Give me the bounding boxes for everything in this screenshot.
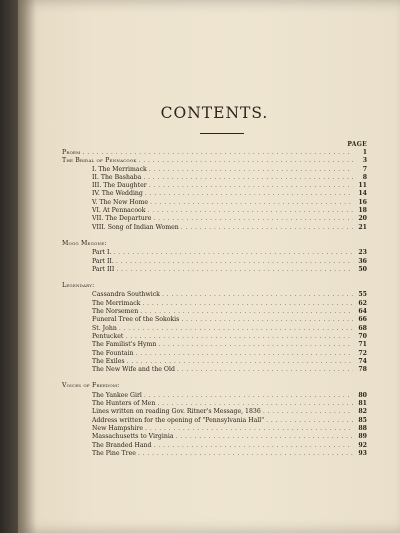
toc-leader-dots xyxy=(116,258,353,266)
page-column-label: PAGE xyxy=(347,141,367,148)
toc-leader-dots xyxy=(181,316,353,324)
toc-entry-page: 66 xyxy=(358,316,367,324)
toc-entry xyxy=(62,300,367,308)
toc-leader-dots xyxy=(139,157,353,165)
toc-entry xyxy=(62,333,367,341)
toc-leader-dots xyxy=(181,224,353,232)
toc-entry xyxy=(62,157,367,165)
toc-entry-page: 18 xyxy=(358,207,367,215)
toc-entry xyxy=(62,149,367,157)
toc-section xyxy=(62,282,367,374)
title-rule xyxy=(200,133,244,134)
toc-entry-title: Pentucket xyxy=(92,332,124,340)
toc-leader-dots xyxy=(158,341,353,349)
toc-entry-title: The Norsemen xyxy=(92,308,139,316)
toc-entry xyxy=(62,182,367,190)
toc-entry xyxy=(62,316,367,324)
toc-entry xyxy=(62,249,367,257)
page-gutter-shadow xyxy=(18,0,36,533)
toc-leader-dots xyxy=(157,400,353,408)
toc-entry-title: V. The New Home xyxy=(92,198,149,206)
toc-entry-title: II. The Bashaba xyxy=(92,173,142,181)
toc-entry-page: 71 xyxy=(358,341,367,349)
toc-entry-page: 93 xyxy=(358,449,367,457)
toc-entry xyxy=(62,215,367,223)
toc-leader-dots xyxy=(82,149,353,157)
toc-section xyxy=(62,240,367,274)
toc-entry xyxy=(62,190,367,198)
toc-entry-title: Voices of Freedom: xyxy=(62,382,120,390)
toc-entry xyxy=(62,224,367,232)
toc-sections xyxy=(62,149,367,466)
toc-entry-title: Funeral Tree of the Sokokis xyxy=(92,316,180,324)
toc-entry-title: The Yankee Girl xyxy=(92,391,142,399)
toc-entry-title: The Fountain xyxy=(92,349,134,357)
toc-entry-title: Massachusetts to Virginia xyxy=(92,433,174,441)
toc-entry-title: Part I. xyxy=(92,249,112,257)
toc-section xyxy=(62,149,367,232)
toc-entry-page: 74 xyxy=(358,357,367,365)
toc-leader-dots xyxy=(154,442,353,450)
toc-entry-page: 78 xyxy=(358,366,367,374)
toc-entry-page: 3 xyxy=(362,157,367,165)
toc-entry-title: III. The Daughter xyxy=(92,182,147,190)
toc-entry-title: The New Wife and the Old xyxy=(92,366,175,374)
toc-entry xyxy=(62,358,367,366)
toc-entry-title: VI. At Pennacook xyxy=(92,207,146,215)
toc-entry-page: 21 xyxy=(358,223,367,231)
toc-entry xyxy=(62,174,367,182)
toc-leader-dots xyxy=(125,333,353,341)
toc-entry xyxy=(62,417,367,425)
toc-entry-page: 1 xyxy=(362,149,367,156)
toc-leader-dots xyxy=(136,350,353,358)
toc-section xyxy=(62,382,367,458)
toc-entry-title: The Bridal of Pennacook xyxy=(62,157,137,165)
toc-leader-dots xyxy=(266,417,353,425)
toc-leader-dots xyxy=(162,291,353,299)
toc-entry-page: 20 xyxy=(358,215,367,223)
toc-entry xyxy=(62,240,367,248)
toc-entry-page: 80 xyxy=(358,391,367,399)
toc-leader-dots xyxy=(149,166,353,174)
toc-entry-title: VII. The Departure xyxy=(92,215,152,223)
toc-entry-page: 70 xyxy=(358,332,367,340)
toc-entry xyxy=(62,341,367,349)
toc-leader-dots xyxy=(144,392,353,400)
toc-entry-page: 72 xyxy=(358,349,367,357)
toc-entry-title: Proem xyxy=(62,149,81,156)
toc-entry-title: The Hunters of Men xyxy=(92,400,156,408)
toc-entry-title: IV. The Wedding xyxy=(92,190,143,198)
toc-entry-title: The Branded Hand xyxy=(92,441,152,449)
toc-entry-page: 68 xyxy=(358,324,367,332)
toc-entry-title: St. John xyxy=(92,324,117,332)
toc-entry xyxy=(62,400,367,408)
toc-entry-page: 85 xyxy=(358,416,367,424)
toc-entry-page: 88 xyxy=(358,424,367,432)
toc-entry-title: Lines written on reading Gov. Ritner's Message, 1836 xyxy=(92,408,261,416)
toc-leader-dots xyxy=(138,450,353,458)
toc-leader-dots xyxy=(113,249,353,257)
toc-entry xyxy=(62,325,367,333)
toc-entry-page: 11 xyxy=(358,182,367,190)
toc-entry xyxy=(62,282,367,290)
toc-entry xyxy=(62,442,367,450)
toc-leader-dots xyxy=(119,325,353,333)
toc-leader-dots xyxy=(150,199,353,207)
toc-entry-page: 50 xyxy=(358,265,367,273)
toc-leader-dots xyxy=(143,174,353,182)
toc-entry-title: Mogg Megone: xyxy=(62,239,107,247)
toc-entry xyxy=(62,266,367,274)
toc-leader-dots xyxy=(145,425,353,433)
toc-entry xyxy=(62,450,367,458)
toc-entry-title: The Pine Tree xyxy=(92,449,136,457)
toc-entry-title: Part III xyxy=(92,265,115,273)
toc-entry-title: The Merrimack xyxy=(92,299,141,307)
toc-entry-page: 81 xyxy=(358,400,367,408)
toc-entry xyxy=(62,291,367,299)
toc-entry-page: 8 xyxy=(362,173,367,181)
toc-entry-title: VIII. Song of Indian Women xyxy=(92,223,179,231)
toc-leader-dots xyxy=(177,366,353,374)
page-title: CONTENTS. xyxy=(160,104,269,122)
toc-entry-title: Part II. xyxy=(92,257,114,265)
toc-leader-dots xyxy=(149,182,353,190)
toc-leader-dots xyxy=(140,308,353,316)
toc-entry-title: Cassandra Southwick xyxy=(92,291,160,299)
toc-leader-dots xyxy=(145,190,353,198)
toc-entry xyxy=(62,408,367,416)
toc-leader-dots xyxy=(263,408,353,416)
toc-entry xyxy=(62,258,367,266)
toc-entry xyxy=(62,207,367,215)
toc-entry-title: The Exiles xyxy=(92,357,125,365)
toc-entry xyxy=(62,425,367,433)
toc-leader-dots xyxy=(153,215,353,223)
toc-entry-page: 64 xyxy=(358,308,367,316)
toc-entry-page: 89 xyxy=(358,433,367,441)
toc-entry-page: 82 xyxy=(358,408,367,416)
toc-entry-page: 7 xyxy=(362,165,367,173)
toc-leader-dots xyxy=(142,300,353,308)
toc-entry-title: Legendary: xyxy=(62,282,95,290)
toc-entry-title: New Hampshire xyxy=(92,424,144,432)
toc-entry xyxy=(62,366,367,374)
toc-entry-page: 16 xyxy=(358,198,367,206)
toc-entry-title: I. The Merrimack xyxy=(92,165,147,173)
toc-entry xyxy=(62,199,367,207)
toc-entry xyxy=(62,166,367,174)
toc-entry-page: 92 xyxy=(358,441,367,449)
toc-leader-dots xyxy=(176,433,353,441)
toc-entry xyxy=(62,392,367,400)
toc-entry xyxy=(62,433,367,441)
toc-entry-page: 23 xyxy=(358,249,367,257)
toc-entry xyxy=(62,308,367,316)
toc-leader-dots xyxy=(127,358,353,366)
toc-leader-dots xyxy=(148,207,353,215)
toc-entry-title: Address written for the opening of "Pennsylvania Hall" xyxy=(92,416,265,424)
toc-entry xyxy=(62,350,367,358)
toc-leader-dots xyxy=(116,266,353,274)
toc-entry-page: 14 xyxy=(358,190,367,198)
toc-entry-page: 62 xyxy=(358,299,367,307)
toc-entry-title: The Familist's Hymn xyxy=(92,341,157,349)
toc-entry-page: 55 xyxy=(358,291,367,299)
toc-entry-page: 36 xyxy=(358,257,367,265)
toc-entry xyxy=(62,382,367,390)
